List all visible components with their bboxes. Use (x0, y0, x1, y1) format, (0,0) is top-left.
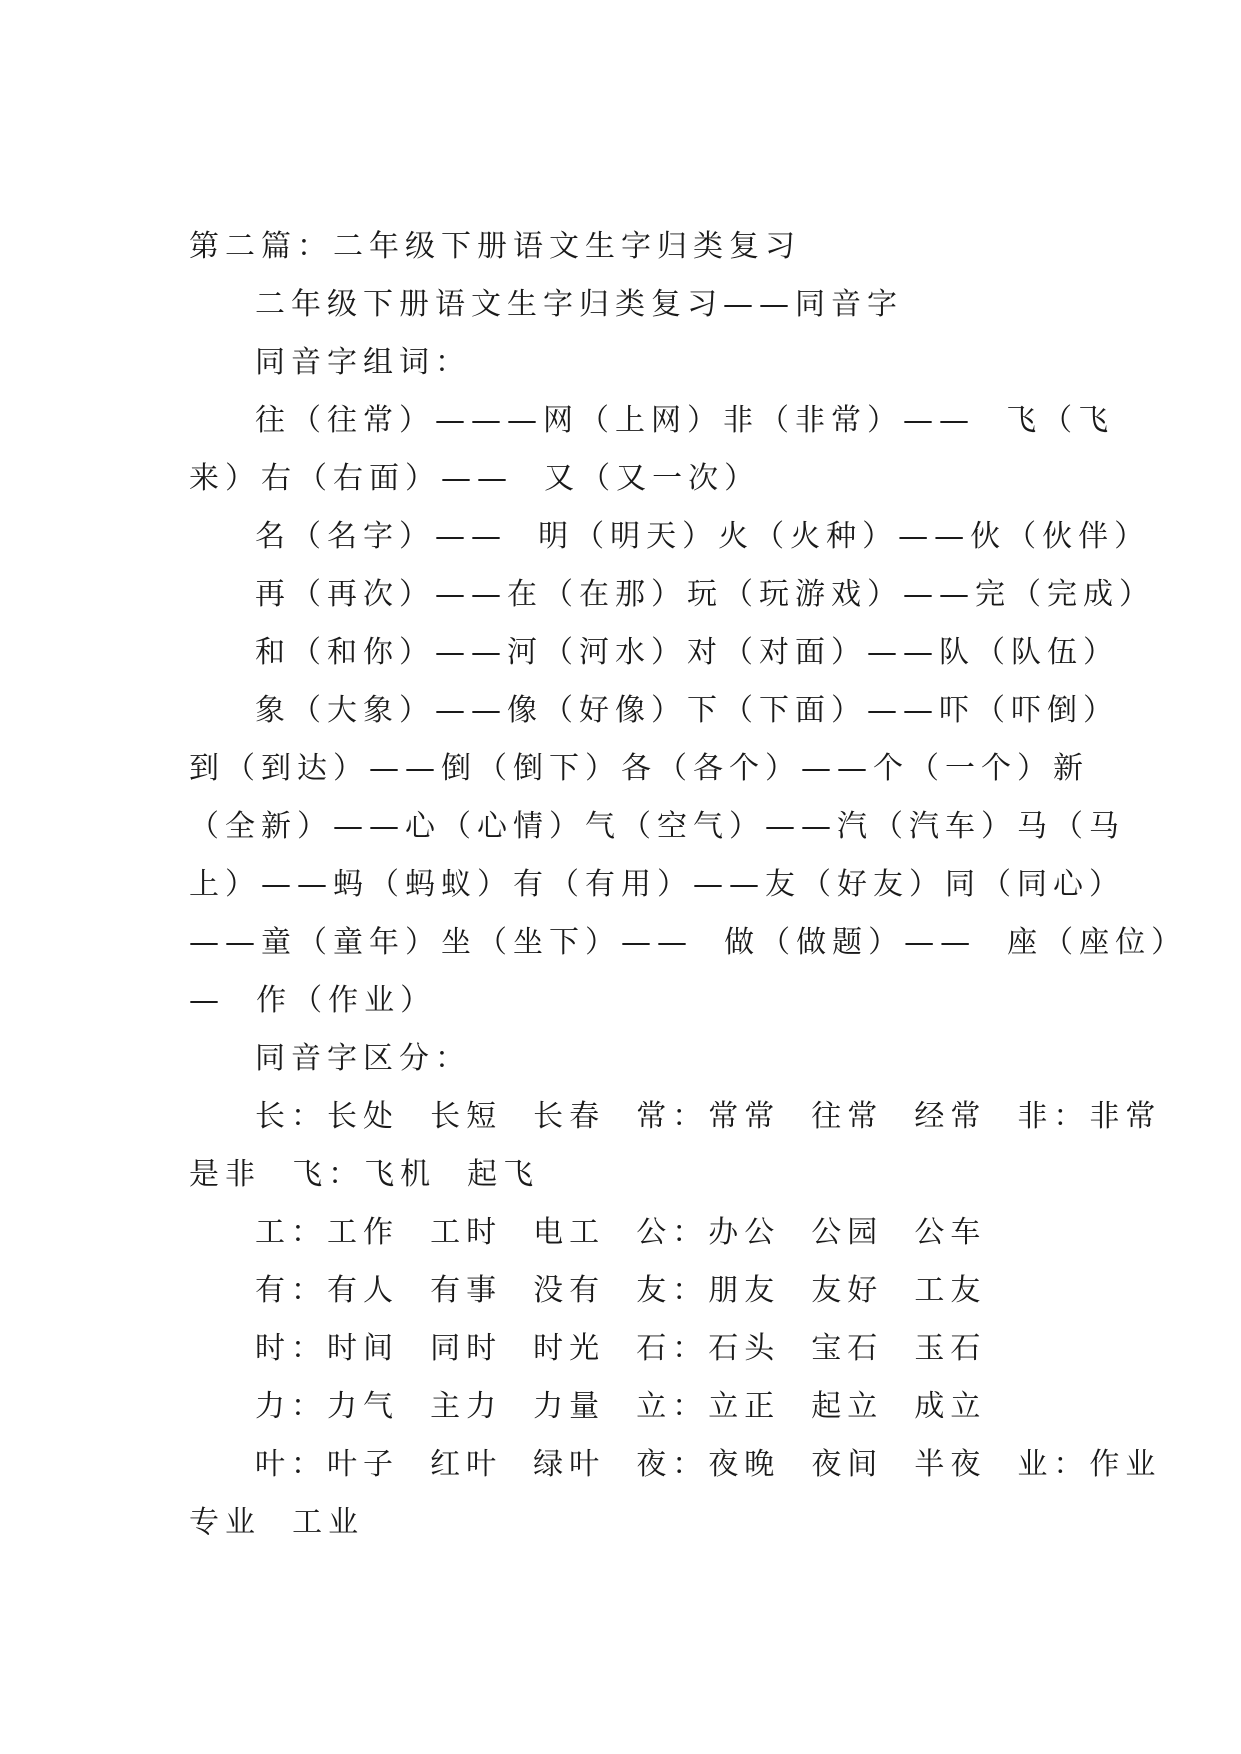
document-body (189, 218, 1188, 1552)
section-heading-homophone-distinction: 同音字区分： (255, 1041, 471, 1076)
paragraph-line: ——童（童年）坐（坐下）—— 做（做题）—— 座（座位） (189, 925, 1188, 960)
paragraph-line: 专业 工业 (189, 1505, 365, 1540)
paragraph-line: 来）右（右面）—— 又（又一次） (189, 461, 761, 496)
section-heading-homophone-words: 同音字组词： (255, 345, 471, 380)
paragraph-line: 往（往常）———网（上网）非（非常）—— 飞（飞 (255, 403, 1115, 438)
paragraph-line: 长：长处 长短 长春 常：常常 往常 经常 非：非常 (255, 1099, 1162, 1134)
paragraph-line: 名（名字）—— 明（明天）火（火种）——伙（伙伴） (255, 519, 1151, 554)
paragraph-line: 是非 飞：飞机 起飞 (189, 1157, 540, 1192)
paragraph-line: （全新）——心（心情）气（空气）——汽（汽车）马（马 (189, 809, 1125, 844)
document-title: 第二篇：二年级下册语文生字归类复习 (189, 229, 801, 264)
paragraph-line: 象（大象）——像（好像）下（下面）——吓（吓倒） (255, 693, 1119, 728)
paragraph-line: 上）——蚂（蚂蚁）有（有用）——友（好友）同（同心） (189, 867, 1125, 902)
paragraph-line: 到（到达）——倒（倒下）各（各个）——个（一个）新 (189, 751, 1089, 786)
paragraph-line: 工：工作 工时 电工 公：办公 公园 公车 (255, 1215, 987, 1250)
paragraph-line: 再（再次）——在（在那）玩（玩游戏）——完（完成） (255, 577, 1155, 612)
paragraph-line: 和（和你）——河（河水）对（对面）——队（队伍） (255, 635, 1119, 670)
paragraph-line: 力：力气 主力 力量 立：立正 起立 成立 (255, 1389, 987, 1424)
paragraph-line: 时：时间 同时 时光 石：石头 宝石 玉石 (255, 1331, 987, 1366)
document-subtitle: 二年级下册语文生字归类复习——同音字 (255, 287, 903, 322)
paragraph-line: — 作（作业） (189, 983, 437, 1018)
paragraph-line: 有：有人 有事 没有 友：朋友 友好 工友 (255, 1273, 987, 1308)
paragraph-line: 叶：叶子 红叶 绿叶 夜：夜晚 夜间 半夜 业：作业 (255, 1447, 1162, 1482)
